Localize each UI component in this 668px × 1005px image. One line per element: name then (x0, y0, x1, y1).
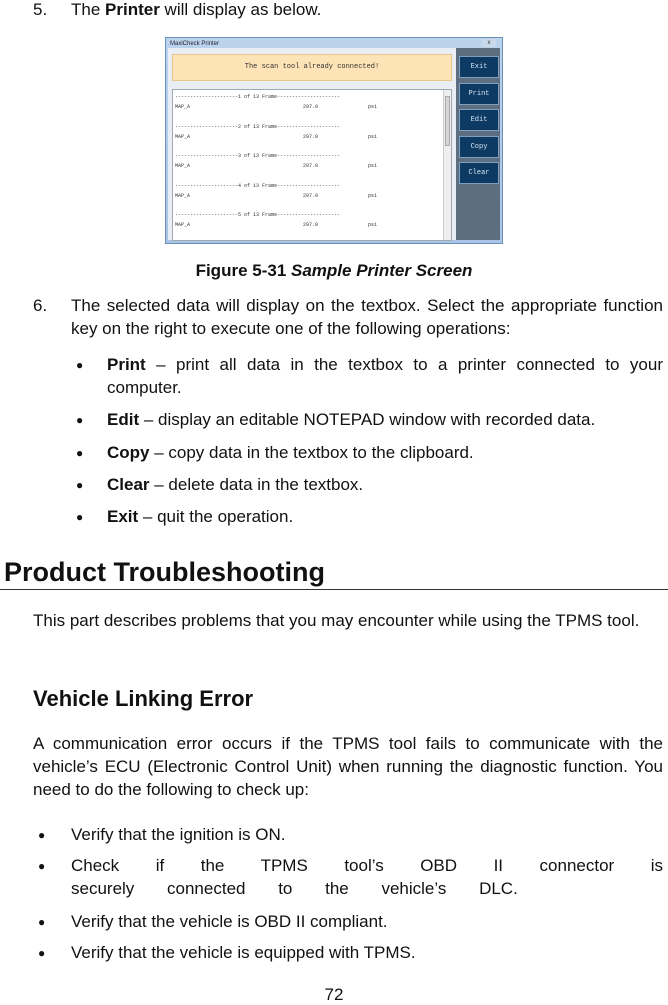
status-banner: The scan tool already connected! (172, 54, 452, 81)
scrollbar (443, 90, 451, 240)
section-title: Product Troubleshooting (4, 557, 325, 587)
frame-unit: psi (368, 163, 378, 169)
frame-header: ---------------------2 of 13 Frame--------------------- (175, 123, 341, 130)
check-item: Check if the TPMS tool’s OBD II connector is securely connected to the vehicle’s DLC. (71, 856, 663, 898)
frame-name: MAP_A (175, 163, 191, 169)
frame-unit: psi (368, 192, 378, 199)
bullet-icon: ● (76, 510, 84, 524)
bullet-icon: ● (38, 946, 46, 960)
close-icon: x (482, 39, 496, 47)
bullet-icon: ● (76, 478, 84, 492)
operation-item: Edit – display an editable NOTEPAD window with recorded data. (107, 410, 596, 429)
bullet-icon: ● (38, 859, 46, 873)
frame-value: 297.0 (303, 104, 319, 110)
step-5-number: 5. (33, 0, 48, 19)
frame-value: 297.0 (303, 192, 319, 199)
operation-item: Exit – quit the operation. (107, 507, 294, 526)
operation-item: Clear – delete data in the textbox. (107, 475, 364, 494)
bullet-icon: ● (76, 413, 84, 427)
frame-unit: psi (368, 222, 378, 228)
step-6-number: 6. (33, 296, 48, 315)
frame-name: MAP_A (175, 104, 191, 110)
operation-item: Copy – copy data in the textbox to the clipboard. (107, 443, 474, 462)
data-textbox (172, 89, 452, 241)
clear-button[interactable]: Clear (459, 162, 499, 184)
scrollbar-thumb (445, 96, 450, 146)
frame-header: ---------------------4 of 13 Frame--------------------- (175, 182, 341, 189)
frame-header: ---------------------3 of 13 Frame--------------------- (175, 153, 341, 159)
frame-name: MAP_A (175, 222, 191, 228)
exit-button[interactable]: Exit (459, 56, 499, 78)
frame-value: 297.0 (303, 163, 319, 169)
page-number: 72 (324, 985, 344, 1004)
bullet-icon: ● (76, 446, 84, 460)
edit-button[interactable]: Edit (459, 109, 499, 131)
frame-name: MAP_A (175, 133, 191, 140)
frame-value: 297.0 (303, 222, 319, 228)
operation-item: Print – print all data in the textbox to a printer connected to your computer. (107, 355, 663, 397)
frame-header: ---------------------1 of 13 Frame--------------------- (175, 94, 341, 100)
check-item: Verify that the vehicle is OBD II compliant. (71, 912, 388, 931)
function-key-panel (456, 48, 500, 240)
frame-name: MAP_A (175, 192, 191, 199)
bullet-icon: ● (38, 915, 46, 929)
frame-unit: psi (368, 133, 378, 140)
section-divider (0, 589, 668, 590)
printer-screen-figure (165, 37, 503, 244)
window-title: MaxiCheck Printer (170, 41, 220, 47)
step-5-text: The Printer will display as below. (71, 0, 322, 19)
figure-caption: Figure 5-31 Sample Printer Screen (195, 261, 473, 280)
subsection-title: Vehicle Linking Error (33, 686, 254, 711)
bullet-icon: ● (76, 358, 84, 372)
copy-button[interactable]: Copy (459, 136, 499, 158)
check-item: Verify that the vehicle is equipped with TPMS. (71, 943, 416, 962)
step-6-text: The selected data will display on the textbox. Select the appropriate function key on the right to execute one of the following operations: (71, 296, 663, 338)
section-intro: This part describes problems that you may encounter while using the TPMS tool. (33, 611, 640, 630)
frame-unit: psi (368, 104, 378, 110)
content-area (168, 48, 456, 240)
print-button[interactable]: Print (459, 83, 499, 105)
bullet-icon: ● (38, 828, 46, 842)
frame-header: ---------------------5 of 13 Frame--------------------- (175, 212, 341, 218)
frame-value: 297.0 (303, 133, 319, 140)
subsection-text: A communication error occurs if the TPMS tool fails to communicate with the vehicle’s ECU (Electronic Control Unit) when running the diagnostic function. You need to do the following to check up: (33, 734, 663, 799)
check-item: Verify that the ignition is ON. (71, 825, 286, 844)
